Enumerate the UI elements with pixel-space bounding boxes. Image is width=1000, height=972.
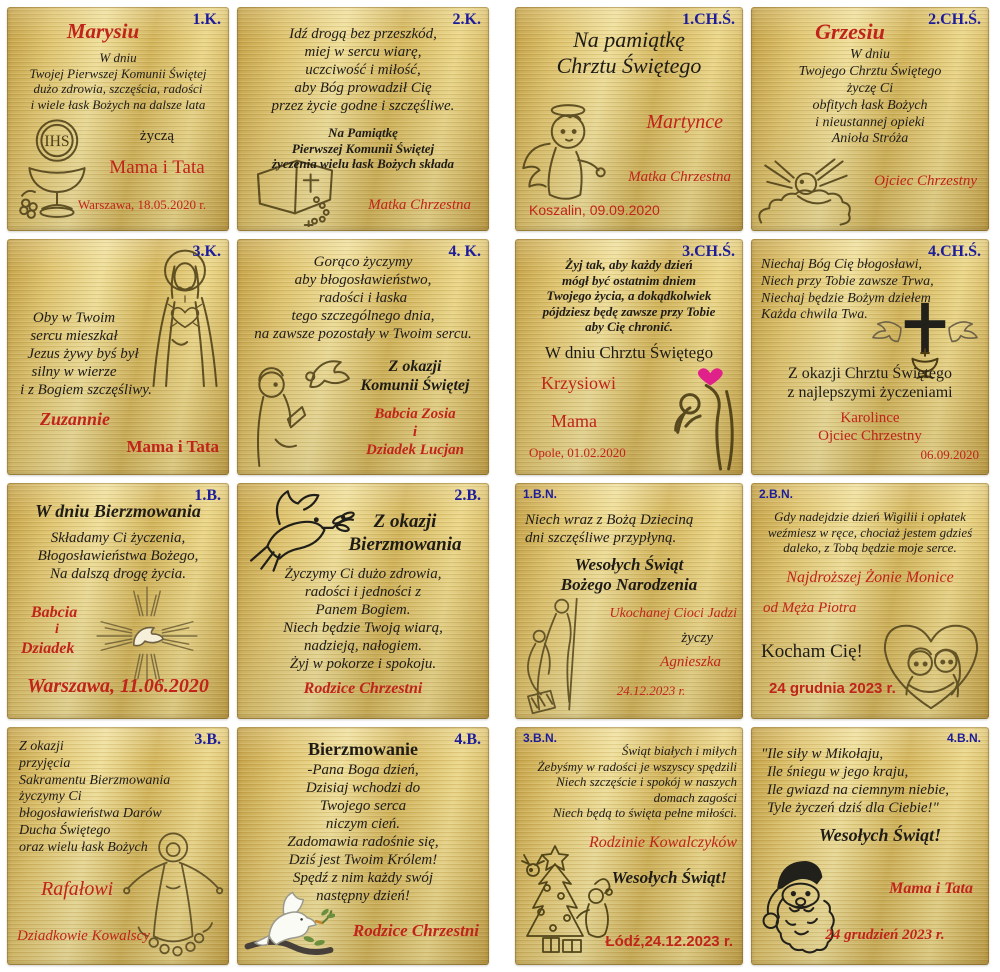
plaque-text-line: Błogosławieństwa Bożego,: [37, 547, 199, 564]
plaque-text-line: Niech będą to święta pełne miłości.: [552, 805, 737, 821]
plaque-code-label: 2.B.N.: [759, 487, 794, 501]
plaque-text-line: Kocham Cię!: [761, 640, 863, 662]
plaque-2bn: [751, 483, 989, 719]
plaque-text-line: tego szczególnego dnia,: [291, 308, 435, 324]
plaque-text-line: Martynce: [646, 110, 723, 133]
plaque-text-line: Gorąco życzymy: [313, 254, 413, 270]
plaque-1ch: [515, 7, 743, 231]
plaque-text-line: Życzymy Ci dużo zdrowia,: [284, 565, 442, 582]
plaque-text-line: Pierwszej Komunii Świętej: [291, 140, 435, 156]
plaque-text-line: sercu mieszkał: [30, 328, 118, 344]
plaque-text-line: Rodzinie Kowalczyków: [589, 833, 737, 851]
plaque-text-line: pójdziesz będę zawsze przy Tobie: [542, 303, 716, 319]
plaque-3b: [7, 727, 229, 965]
plaque-text-line: W dniu Bierzmowania: [35, 501, 201, 521]
plaque-text-line: i wiele łask Bożych na dalsze lata: [30, 96, 206, 112]
plaque-text-line: Twojego życia, a dokądkolwiek: [546, 288, 712, 304]
plaque-4k: [237, 239, 489, 475]
plaque-text-block: [751, 727, 989, 952]
plaque-text-line: miej w sercu wiarę,: [304, 44, 422, 60]
plaque-text-line: Gdy nadejdzie dzień Wigilii i opłatek: [774, 509, 966, 524]
plaque-1bn: [515, 483, 743, 719]
plaque-text-block: [237, 483, 489, 706]
plaque-text-line: domach zagości: [653, 789, 737, 805]
plaque-text-line: Chrztu Świętego: [556, 53, 702, 79]
plaque-text-line: Warszawa, 18.05.2020 r.: [77, 197, 207, 213]
plaque-text-line: Mama: [551, 410, 597, 431]
plaque-text-line: Mama i Tata: [109, 156, 205, 178]
plaque-text-line: Składamy Ci życzenia,: [50, 529, 186, 546]
plaque-text-block: [237, 239, 489, 467]
plaque-text-line: Oby w Twoim: [32, 310, 116, 326]
plaque-4bn: [751, 727, 989, 965]
plaque-3bn: [515, 727, 743, 965]
plaque-text-line: mógł być ostatnim dniem: [562, 272, 696, 288]
plaque-text-line: Wesołych Świąt!: [611, 868, 727, 888]
plaque-text-line: i nieustannej opieki: [815, 114, 925, 130]
plaque-text-line: Wesołych Świąt: [574, 555, 684, 574]
plaque-text-line: 24 grudnia 2023 r.: [769, 679, 896, 697]
plaque-3ch: [515, 239, 743, 475]
plaque-text-line: Niech wraz z Bożą Dzieciną: [525, 512, 694, 528]
plaque-text-block: [515, 727, 743, 959]
plaque-text-line: Niech szczęście i spokój w naszych: [556, 774, 737, 790]
plaque-text-line: Matka Chrzestna: [368, 196, 471, 213]
plaque-text-line: Dziadkowie Kowalscy: [17, 927, 150, 944]
plaque-text-line: Na dalszą drogę życia.: [49, 565, 187, 582]
plaque-text-line: Ukochanej Cioci Jadzi: [609, 605, 737, 621]
plaque-text-line: i: [55, 621, 59, 637]
plaque-text-line: Niechaj będzie Bożym dziełem: [761, 290, 931, 306]
plaque-text-line: Ile śniegu w jego kraju,: [767, 764, 909, 780]
plaque-code-label: 2.K.: [452, 11, 481, 28]
plaque-text-line: Zuzannie: [39, 409, 111, 429]
plaque-2k: [237, 7, 489, 231]
plaque-text-line: aby Cię chronić.: [585, 319, 673, 335]
plaque-text-line: Grzesiu: [815, 19, 885, 44]
plaque-text-line: radości i jedności z: [304, 583, 422, 600]
plaque-text-block: [751, 239, 989, 470]
plaque-text-line: Bierzmowania: [348, 533, 462, 555]
plaque-group-baptism-christmas: [515, 7, 989, 965]
plaque-text-line: Panem Bogiem.: [315, 601, 411, 618]
plaque-group-communion-confirmation: [7, 7, 489, 965]
plaque-text-line: Anioła Stróża: [831, 131, 909, 147]
plaque-text-line: daleko, z Tobą będzie moje serce.: [783, 540, 957, 556]
plaque-text-line: życzą: [139, 127, 175, 144]
plaque-text-line: W dniu: [99, 50, 137, 66]
plaque-text-line: Dziś jest Twoim Królem!: [288, 851, 438, 868]
plaque-1b: [7, 483, 229, 719]
plaque-text-line: W dniu Chrztu Świętego: [544, 342, 714, 362]
plaque-text-line: Twojego Chrztu Świętego: [798, 64, 942, 80]
plaque-text-line: -Pana Boga dzień,: [307, 761, 419, 778]
plaque-text-line: uczciwość i miłość,: [305, 62, 421, 78]
plaque-text-line: 24.12.2023 r.: [616, 682, 686, 698]
plaque-code-label: 4.CH.Ś.: [928, 243, 981, 260]
plaque-code-label: 4.B.N.: [946, 731, 981, 745]
plaque-text-line: Mama i Tata: [889, 879, 973, 897]
plaque-code-label: 3.CH.Ś.: [682, 243, 735, 260]
plaque-text-line: Niechaj Bóg Cię błogosławi,: [761, 257, 922, 272]
plaque-text-line: Z okazji: [19, 739, 64, 754]
plaque-text-line: 06.09.2020: [920, 446, 979, 462]
plaque-text-line: Dzisiaj wchodzi do: [305, 779, 421, 796]
plaque-text-line: "Ile siły w Mikołaju,: [761, 746, 884, 762]
plaque-text-line: Komunii Świętej: [360, 377, 470, 395]
plaque-text-line: Bożego Narodzenia: [560, 575, 698, 595]
plaque-text-line: Rodzice Chrzestni: [352, 920, 479, 940]
plaque-text-line: silny w wierze: [31, 364, 117, 380]
plaque-text-line: Z okazji Chrztu Świętego: [788, 365, 952, 383]
plaque-code-label: 2.B.: [454, 487, 481, 504]
plaque-text-block: [751, 483, 989, 706]
plaque-text-block: [751, 7, 989, 198]
plaque-text-line: następny dzień!: [316, 887, 410, 904]
plaque-text-line: Agnieszka: [660, 653, 721, 670]
plaque-text-line: życzę Ci: [846, 80, 894, 96]
plaque-4ch: [751, 239, 989, 475]
plaque-text-line: Krzysiowi: [541, 373, 616, 394]
plaque-text-line: Jezus żywy byś był: [27, 346, 139, 362]
plaque-2ch: [751, 7, 989, 231]
plaque-text-line: Ducha Świętego: [19, 822, 111, 838]
plaque-text-line: Żebyśmy w radości je wszyscy spędzili: [537, 758, 737, 774]
plaque-text-line: Opole, 01.02.2020: [529, 444, 626, 460]
plaque-text-block: [7, 483, 229, 706]
plaque-text-line: nadzieją, nałogiem.: [304, 637, 422, 654]
plaque-text-line: przez życie godne i szczęśliwe.: [271, 98, 455, 114]
plaque-text-line: Żyj tak, aby każdy dzień: [565, 257, 693, 272]
plaque-text-block: [515, 483, 743, 706]
plaque-text-line: aby Bóg prowadził Cię: [294, 80, 432, 96]
plaque-text-line: Babcia Zosia: [374, 406, 456, 423]
plaque-text-line: Dziadek: [21, 639, 75, 657]
plaque-text-line: Idź drogą bez przeszkód,: [289, 26, 437, 42]
plaque-text-line: Spędź z nim każdy swój: [293, 869, 433, 886]
plaque-code-label: 3.K.: [192, 243, 221, 260]
plaque-text-block: [515, 7, 743, 227]
plaque-text-line: Rodzice Chrzestni: [303, 679, 423, 697]
plaque-2b: [237, 483, 489, 719]
plaque-text-line: Warszawa, 11.06.2020: [27, 674, 209, 697]
plaque-text-line: 24 grudzień 2023 r.: [825, 926, 945, 943]
plaque-code-label: 3.B.N.: [523, 731, 558, 745]
plaque-text-line: Zadomawia radośnie się,: [287, 833, 439, 850]
plaque-text-line: Niech będzie Twoją wiarą,: [283, 619, 443, 636]
plaque-text-block: [515, 239, 743, 468]
plaque-text-line: i: [412, 424, 418, 441]
plaque-text-line: Ile gwiazd na ciemnym niebie,: [767, 782, 950, 798]
plaque-text-line: Twojego serca: [319, 797, 407, 814]
plaque-text-line: od Męża Piotra: [763, 599, 857, 616]
plaque-text-line: Na Pamiątkę: [328, 125, 398, 140]
plaque-text-line: dużo zdrowia, szczęścia, radości: [33, 81, 203, 97]
plaque-text-line: Najdroższej Żonie Monice: [786, 568, 954, 586]
plaque-text-line: życzenia wielu łask Bożych składa: [271, 156, 454, 172]
plaque-text-line: Łódź,24.12.2023 r.: [605, 932, 733, 950]
plaque-text-block: [7, 7, 229, 221]
plaque-text-line: aby błogosławieństwo,: [294, 272, 432, 288]
plaque-text-line: Mama i Tata: [126, 436, 219, 456]
plaque-text-block: [237, 727, 489, 949]
plaque-text-line: W dniu: [849, 47, 891, 63]
plaque-text-line: Tyle życzeń dziś dla Ciebie!": [767, 800, 939, 816]
plaque-code-label: 1.CH.Ś.: [682, 11, 735, 28]
plaque-text-line: weźmiesz w ręce, chociaż jestem gdzieś: [767, 524, 973, 540]
plaque-text-line: życzymy Ci: [19, 789, 82, 805]
plaque-text-line: Z okazji: [388, 358, 442, 375]
plaque-code-label: 1.K.: [192, 11, 221, 28]
plaque-text-line: Świąt białych i miłych: [621, 743, 737, 758]
plaque-3k: [7, 239, 229, 475]
plaque-text-line: obfitych łask Bożych: [812, 97, 928, 113]
plaque-text-block: [7, 239, 229, 465]
plaque-text-line: Ojciec Chrzestny: [874, 173, 977, 190]
plaque-text-line: Sakramentu Bierzmowania: [19, 772, 171, 788]
plaque-text-line: życzy: [681, 629, 713, 646]
plaque-text-line: Każda chwila Twa.: [761, 307, 868, 323]
plaque-code-label: 1.B.: [194, 487, 221, 504]
plaque-text-line: na zawsze pozostały w Twoim sercu.: [254, 326, 472, 342]
plaque-text-line: Na pamiątkę: [573, 27, 685, 52]
plaque-text-line: Matka Chrzestna: [628, 168, 731, 185]
plaque-text-line: z najlepszymi życzeniami: [787, 384, 953, 402]
plaque-text-line: i z Bogiem szczęśliwy.: [20, 382, 152, 398]
plaque-text-line: Koszalin, 09.09.2020: [529, 201, 660, 218]
plaque-text-line: Z okazji: [373, 511, 437, 532]
plaque-1k: [7, 7, 229, 231]
plaque-text-line: Twojej Pierwszej Komunii Świętej: [29, 65, 207, 81]
plaque-text-block: [237, 7, 489, 222]
plaque-text-line: Żyj w pokorze i spokoju.: [289, 655, 437, 672]
plaque-text-line: Rafałowi: [41, 877, 114, 900]
plaque-code-label: 4. K.: [448, 243, 481, 260]
plaque-code-label: 1.B.N.: [523, 487, 558, 501]
plaque-text-line: błogosławieństwa Darów: [19, 806, 162, 822]
plaque-code-label: 3.B.: [194, 731, 221, 748]
plaque-text-line: dni szczęśliwe przypłyną.: [525, 530, 677, 546]
plaque-text-line: Dziadek Lucjan: [366, 442, 464, 459]
plaque-text-line: Niech przy Tobie zawsze Trwa,: [761, 273, 934, 289]
plaque-text-line: Ojciec Chrzestny: [818, 427, 922, 444]
plaque-text-line: Bierzmowanie: [308, 739, 418, 759]
plaque-text-block: [7, 727, 229, 953]
plaque-text-line: oraz wielu łask Bożych: [19, 839, 148, 855]
plaque-text-line: niczym cień.: [325, 815, 401, 832]
plaque-text-line: radości i łaska: [318, 290, 408, 306]
plaque-text-line: Wesołych Świąt!: [818, 825, 942, 845]
plaque-code-label: 2.CH.Ś.: [928, 11, 981, 28]
svg-text:IHS: IHS: [44, 133, 70, 151]
plaque-text-line: Babcia: [31, 603, 78, 621]
plaque-text-line: Marysiu: [66, 19, 140, 43]
plaque-4b: [237, 727, 489, 965]
plaque-text-line: Karolince: [840, 409, 900, 426]
plaque-code-label: 4.B.: [454, 731, 481, 748]
plaque-text-line: przyjęcia: [19, 755, 71, 771]
